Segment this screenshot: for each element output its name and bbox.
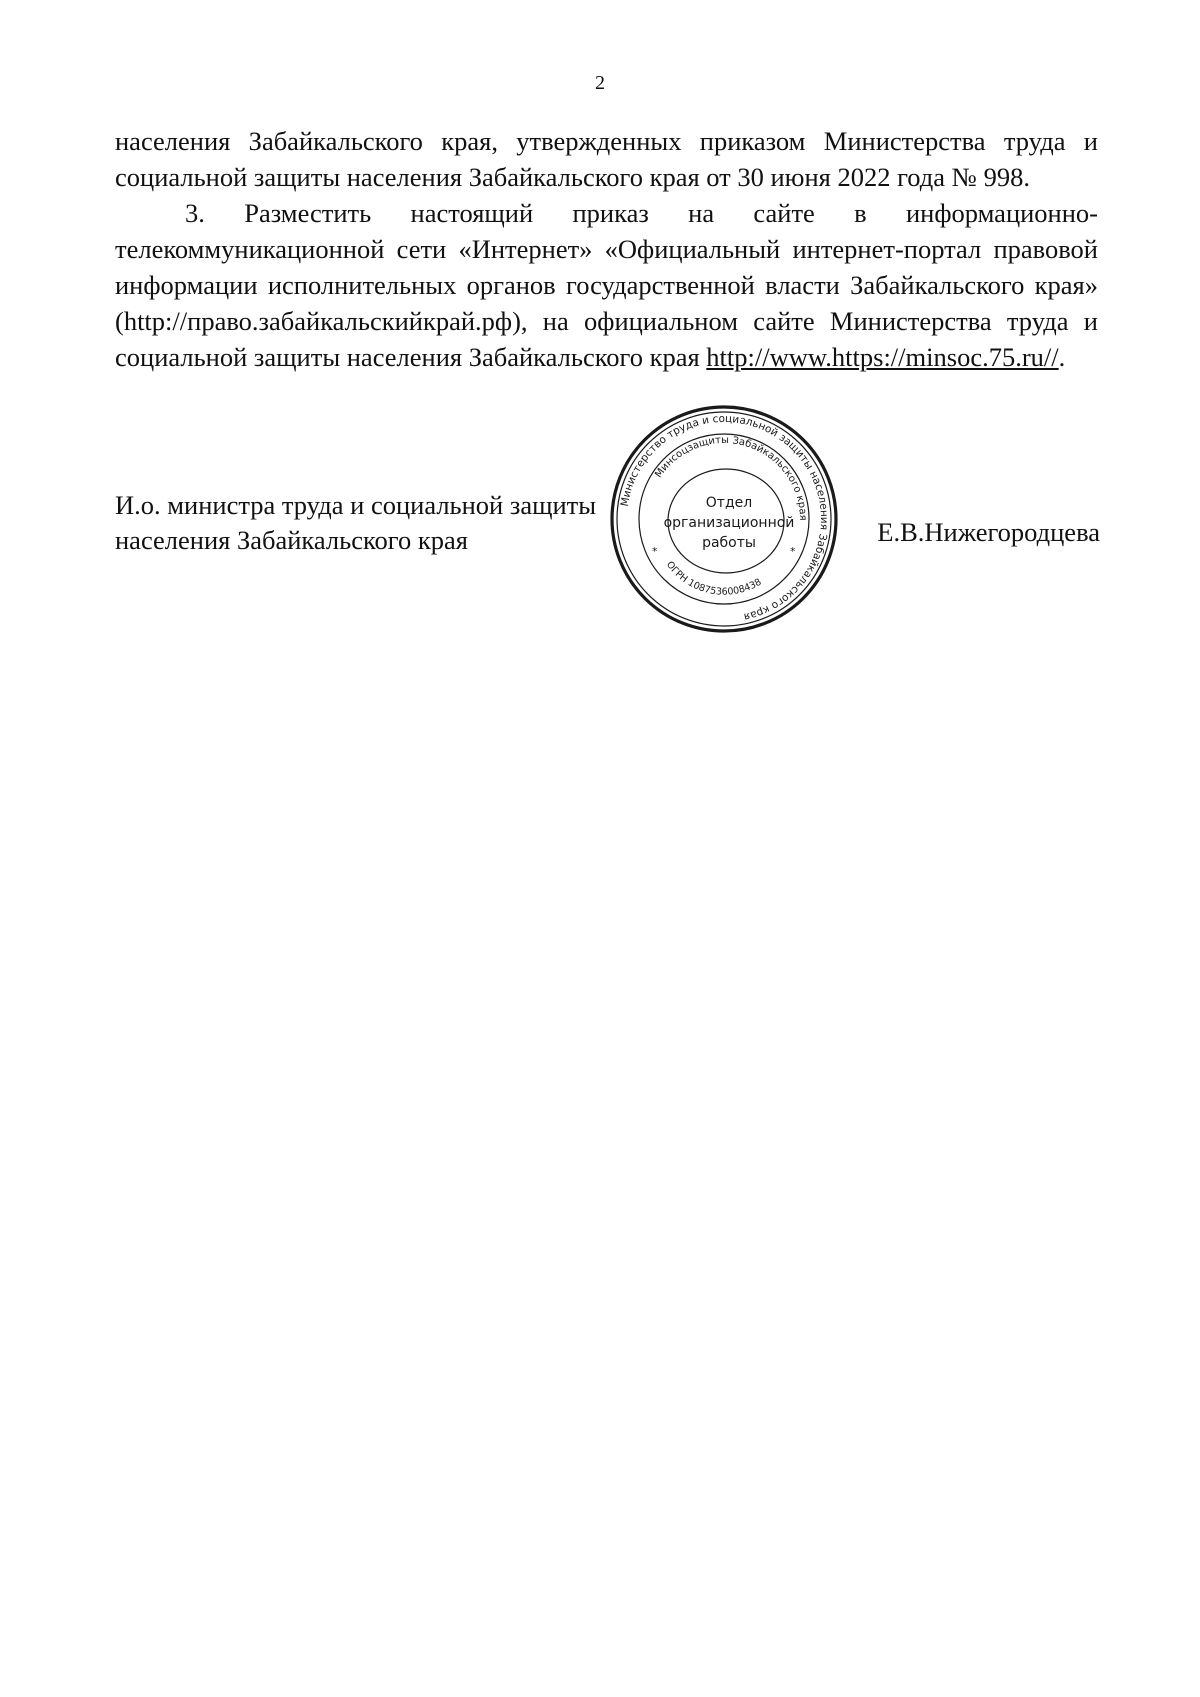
paragraph-item-3-text: 3. Разместить настоящий приказ на сайте в информационно-телекоммуникационной сети «Интернет» «Официальный интернет-портал правовой информации исполнительных органов государственной власти Забайкальского края» (http://право.забайкальскийкрай.рф), на официальном сайте Министерства труда и социальной защиты населения Забайкальского края [115,198,1098,372]
ministry-website-link[interactable]: http://www.https://minsoc.75.ru// [706,342,1059,372]
paragraph-continuation: населения Забайкальского края, утвержденных приказом Министерства труда и социальной защиты населения Забайкальского края от 30 июня 2022 года № 998. [115,126,1098,192]
stamp-outer-text: Министерство труда и социальной защиты населения Забайкальского края [618,412,831,623]
signatory-name: Е.В.Нижегородцева [877,517,1100,547]
stamp-center-line-1: Отдел [705,495,753,511]
stamp-center-line-3: работы [702,535,756,551]
stamp-ogrn-text: ОГРН 1087536008438 [663,559,764,598]
paragraph-item-3 [115,195,1098,375]
signatory-title-line-2: населения Забайкальского края [115,525,468,555]
stamp-center-line-2: организационной [663,515,795,531]
stamp-seal-icon [608,403,840,635]
stamp-star-right: * [790,545,796,558]
page-number: 2 [595,72,605,94]
official-stamp [608,403,840,635]
signatory-title-line-1: И.о. министра труда и социальной защиты [115,490,597,520]
stamp-star-left: * [652,545,658,558]
document-body [115,123,1098,375]
paragraph-item-3-end: . [1058,342,1066,372]
stamp-inner-text: Минсоцзащиты Забайкальского края [653,434,809,521]
